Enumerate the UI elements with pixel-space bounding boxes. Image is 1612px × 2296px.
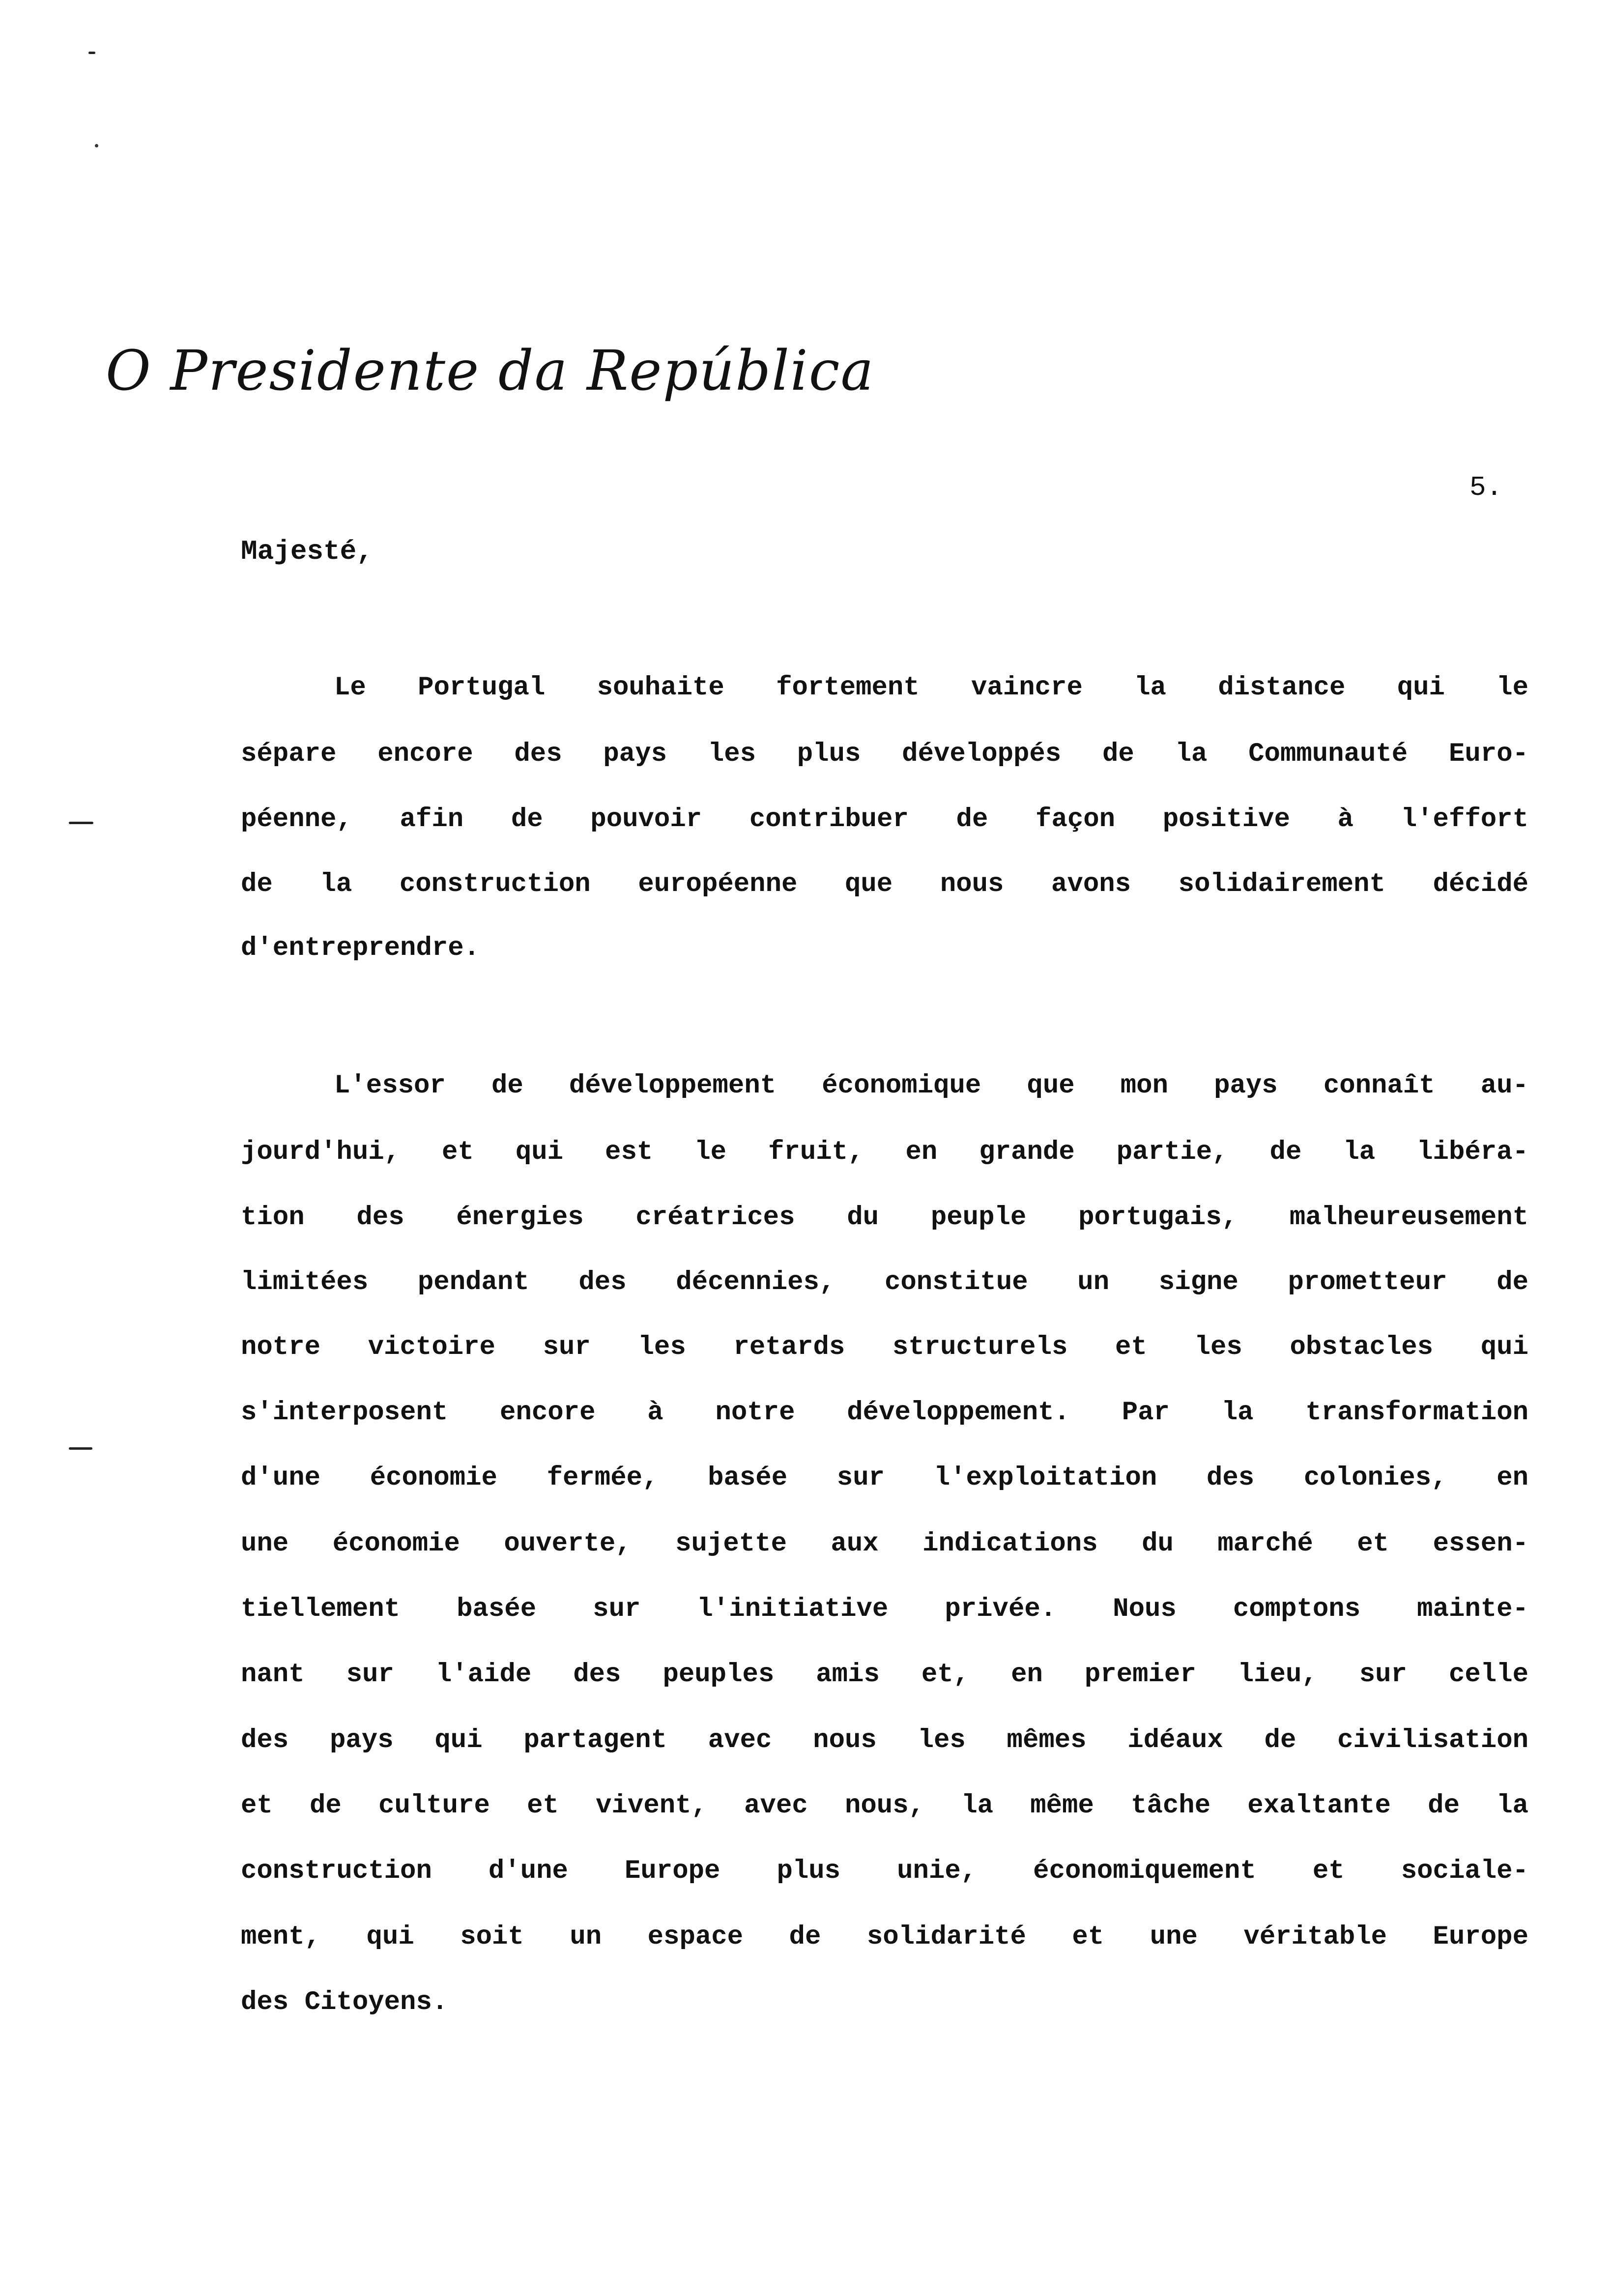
paragraph-line: construction d'une Europe plus unie, économiquement et sociale-: [241, 1856, 1528, 1886]
paragraph-line: péenne, afin de pouvoir contribuer de façon positive à l'effort: [241, 804, 1528, 834]
salutation: Majesté,: [241, 536, 373, 567]
punch-mark-upper: [69, 822, 93, 824]
paragraph-line: une économie ouverte, sujette aux indications du marché et essen-: [241, 1529, 1528, 1559]
paragraph-line: nant sur l'aide des peuples amis et, en premier lieu, sur celle: [241, 1660, 1528, 1690]
paragraph-line: tiellement basée sur l'initiative privée. Nous comptons mainte-: [241, 1594, 1528, 1624]
paragraph-line: des pays qui partagent avec nous les mêmes idéaux de civilisation: [241, 1725, 1528, 1755]
paragraph-line: des Citoyens.: [241, 1987, 448, 2017]
paragraph-line: ment, qui soit un espace de solidarité et une véritable Europe: [241, 1922, 1528, 1952]
paragraph-line: d'entreprendre.: [241, 933, 480, 963]
paragraph-line: limitées pendant des décennies, constitue un signe prometteur de: [241, 1267, 1528, 1297]
scan-mark-top: [88, 52, 95, 54]
paragraph-line: de la construction européenne que nous avons solidairement décidé: [241, 869, 1528, 899]
paragraph-line: notre victoire sur les retards structurels et les obstacles qui: [241, 1332, 1528, 1362]
paragraph-line: tion des énergies créatrices du peuple portugais, malheureusement: [241, 1203, 1528, 1233]
paragraph-line: d'une économie fermée, basée sur l'exploitation des colonies, en: [241, 1463, 1528, 1493]
scan-dot: [95, 144, 98, 147]
page-number: 5.: [1469, 472, 1503, 503]
paragraph-line: sépare encore des pays les plus développés de la Communauté Euro-: [241, 739, 1528, 769]
paragraph-line: jourd'hui, et qui est le fruit, en grande partie, de la libéra-: [241, 1137, 1528, 1167]
paragraph-line: L'essor de développement économique que mon pays connaît au-: [334, 1071, 1528, 1101]
letterhead: O Presidente da República: [106, 339, 875, 403]
punch-mark-lower: [69, 1447, 92, 1450]
paragraph-line: et de culture et vivent, avec nous, la même tâche exaltante de la: [241, 1791, 1528, 1821]
paragraph-line: Le Portugal souhaite fortement vaincre la distance qui le: [334, 673, 1528, 703]
paragraph-line: s'interposent encore à notre développement. Par la transformation: [241, 1398, 1528, 1428]
